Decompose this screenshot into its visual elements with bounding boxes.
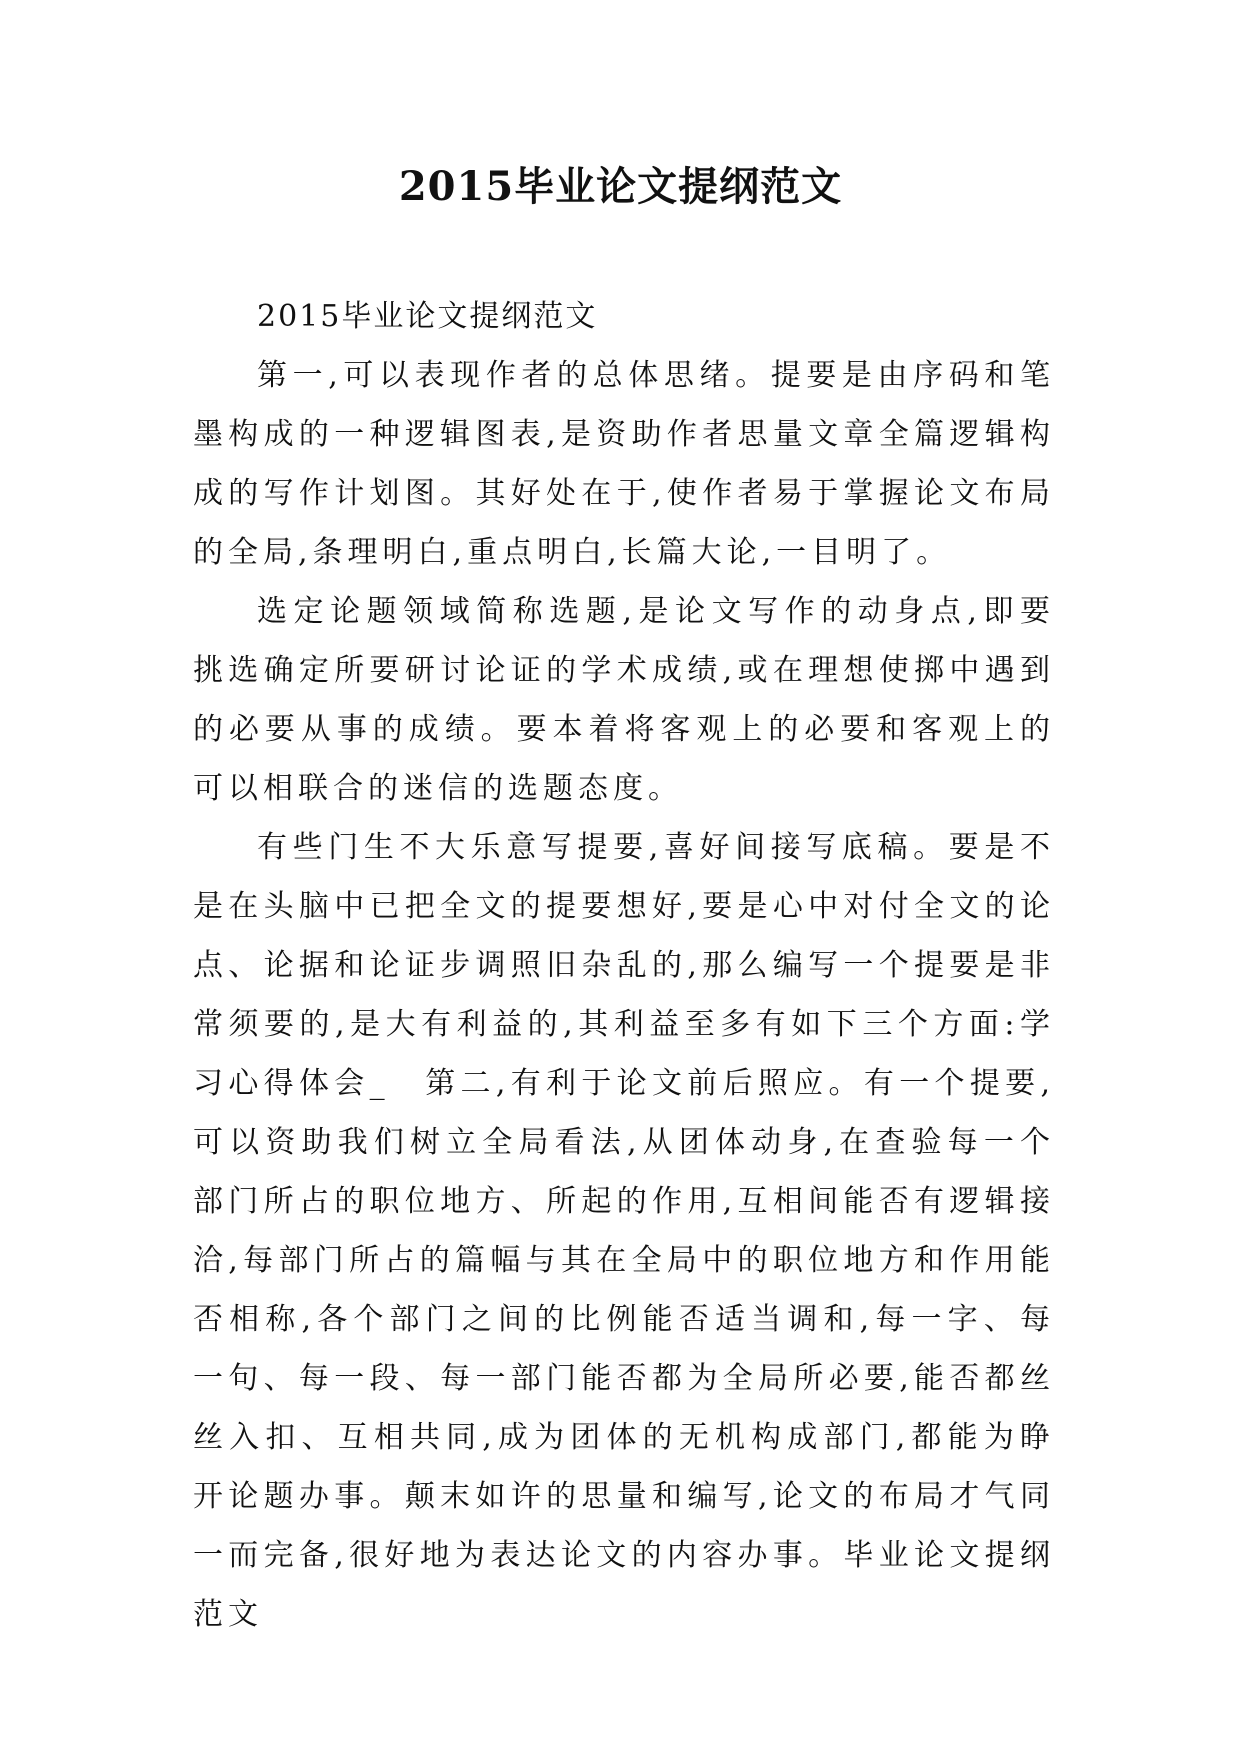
paragraph-3: 有些门生不大乐意写提要,喜好间接写底稿。要是不是在头脑中已把全文的提要想好,要是心中对付全文的论点、论据和论证步调照旧杂乱的,那么编写一个提要是非常须要的,是大有利益的,其利益至多有如下三个方面:学习心得体会_ 第二,有利于论文前后照应。有一个提要,可以资助我们树立全局看法,从团体动身,在查验每一个部门所占的职位地方、所起的作用,互相间能否有逻辑接洽,每部门所占的篇幅与其在全局中的职位地方和作用能否相称,各个部门之间的比例能否适当调和,每一字、每一句、每一段、每一部门能否都为全局所必要,能否都丝丝入扣、互相共同,成为团体的无机构成部门,都能为睁开论题办事。颠末如许的思量和编写,论文的布局才气同一而完备,很好地为表达论文的内容办事。毕业论文提纲范文 xyxy=(193,830,1055,1632)
document-subtitle: 2015毕业论文提纲范文 xyxy=(257,299,598,334)
document-body xyxy=(193,287,1055,1644)
paragraph-2: 选定论题领域简称选题,是论文写作的动身点,即要挑选确定所要研讨论证的学术成绩,或在理想使掷中遇到的必要从事的成绩。要本着将客观上的必要和客观上的可以相联合的迷信的选题态度。 xyxy=(193,594,1055,806)
document-title: 2015毕业论文提纲范文 xyxy=(398,163,843,210)
paragraph-1: 第一,可以表现作者的总体思绪。提要是由序码和笔墨构成的一种逻辑图表,是资助作者思量文章全篇逻辑构成的写作计划图。其好处在于,使作者易于掌握论文布局的全局,条理明白,重点明白,长篇大论,一目明了。 xyxy=(193,358,1055,570)
